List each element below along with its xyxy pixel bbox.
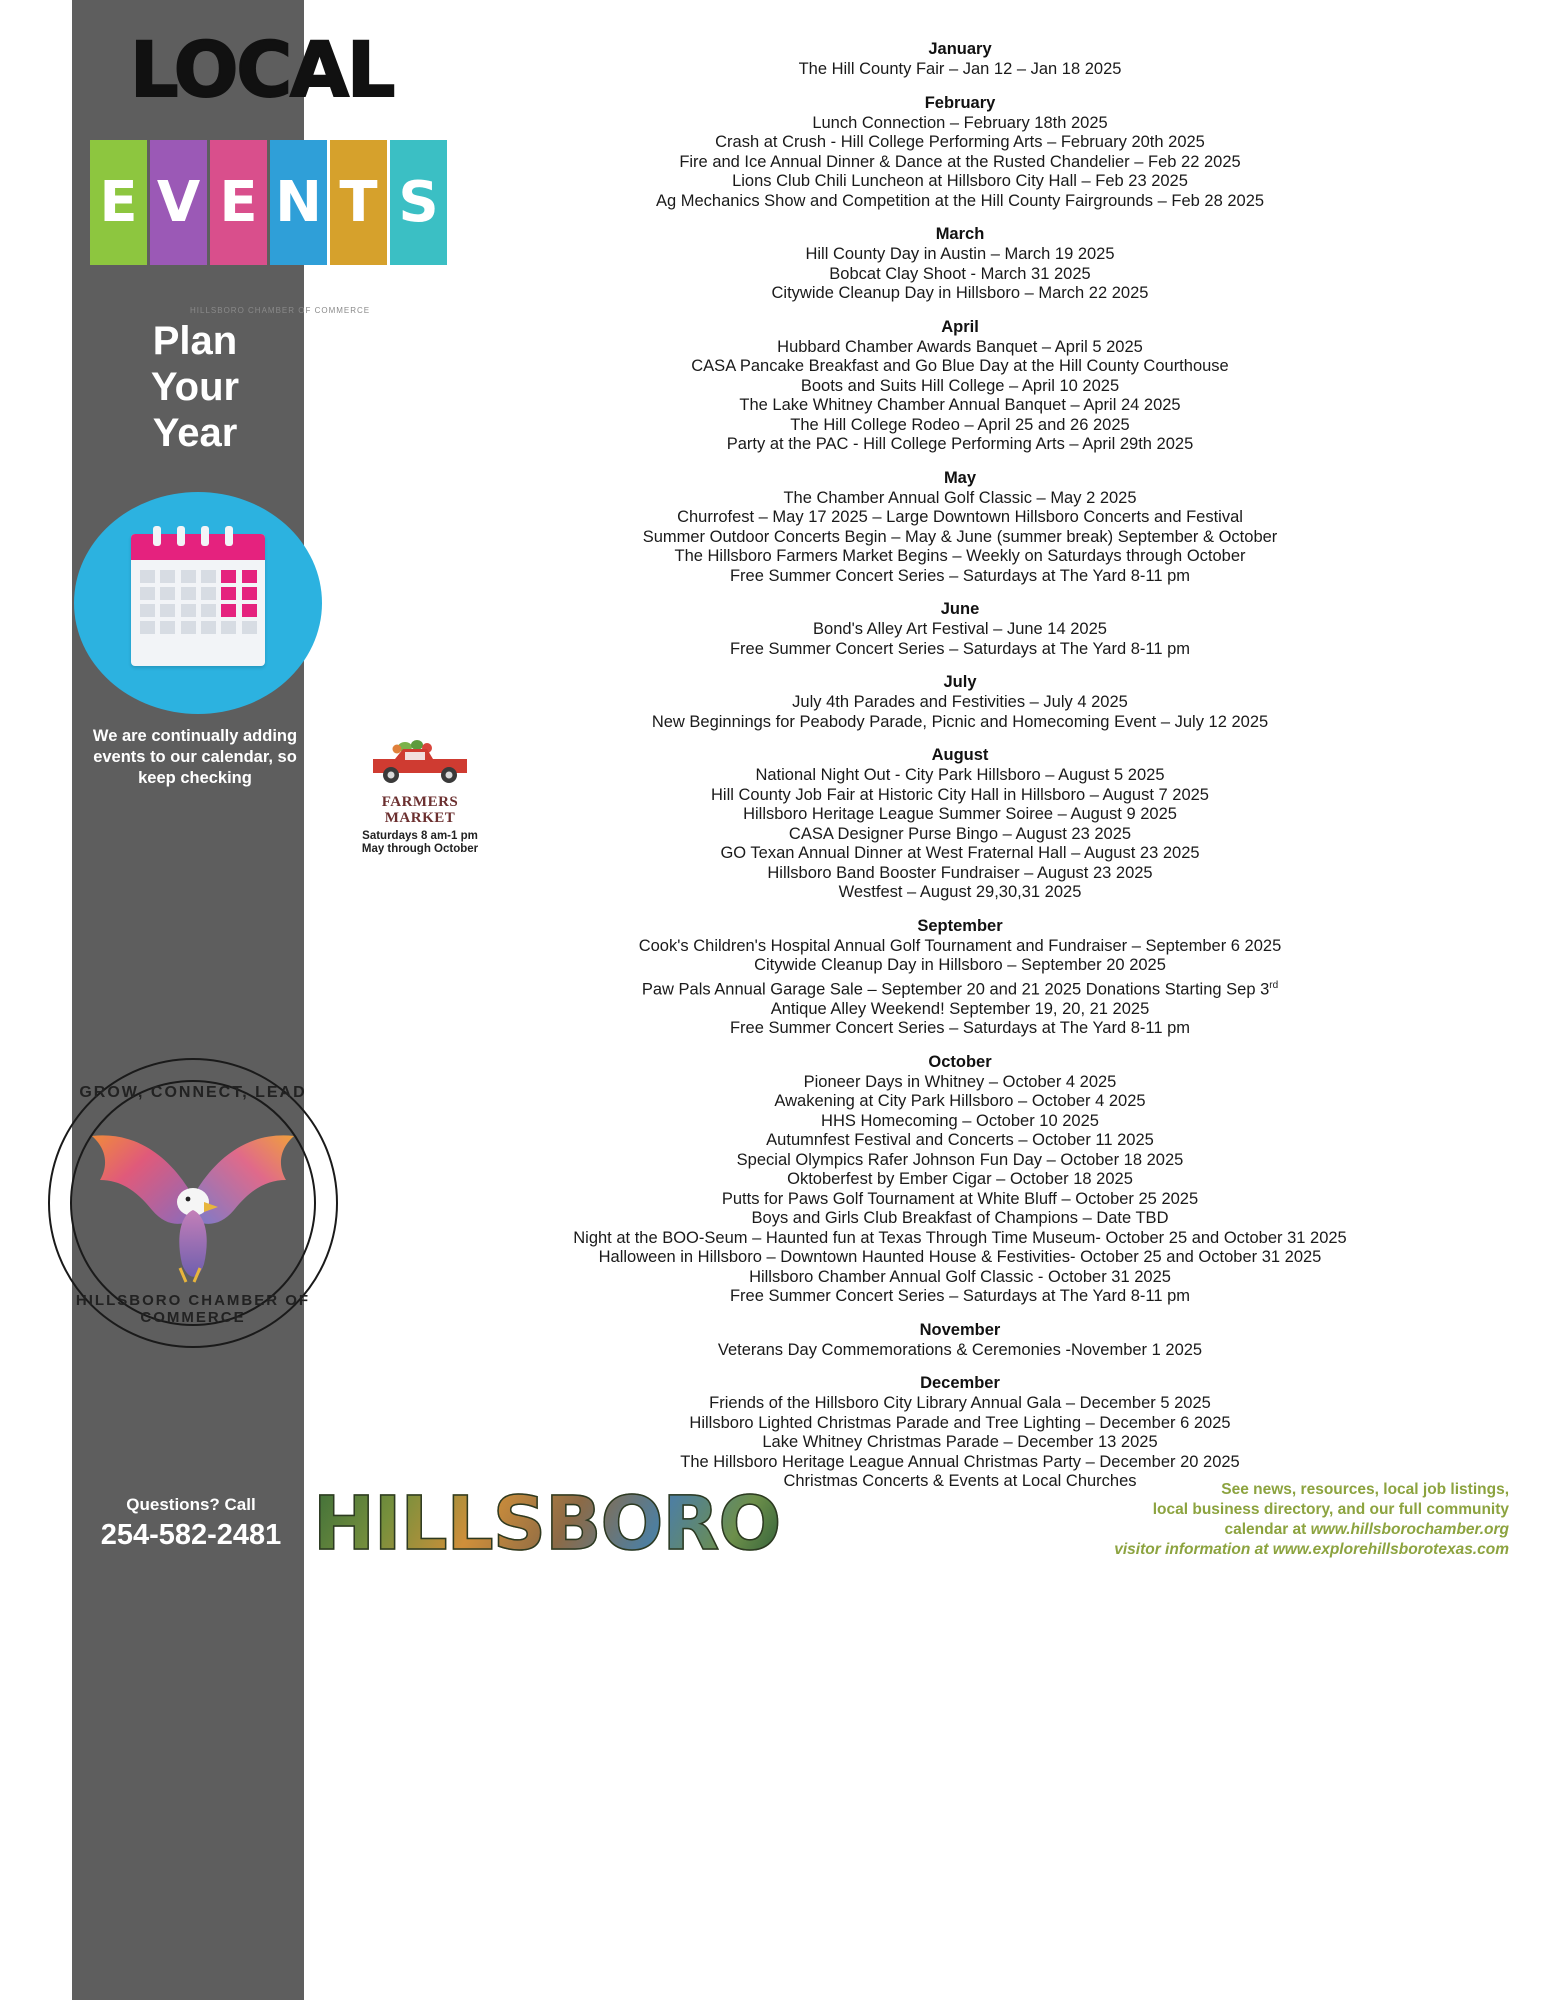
month-heading: January <box>928 40 992 58</box>
events-letter-v: V <box>150 140 207 265</box>
event-item: Hillsboro Band Booster Fundraiser – August 23 2025 <box>767 863 1153 882</box>
calendar-cell <box>181 587 196 600</box>
event-item: The Lake Whitney Chamber Annual Banquet – April 24 2025 <box>739 396 1181 414</box>
month-group <box>400 600 1520 659</box>
calendar-ring-icon-1 <box>153 526 161 546</box>
calendar-cell <box>160 621 175 634</box>
questions-phone[interactable]: 254-582-2481 <box>100 1519 282 1551</box>
events-letter-t: T <box>330 140 387 265</box>
event-item: Hill County Day in Austin – March 19 2025 <box>805 245 1115 263</box>
events-letter-e2: E <box>210 140 267 265</box>
event-item: Lions Club Chili Luncheon at Hillsboro City Hall – Feb 23 2025 <box>732 172 1188 190</box>
calendar-ring-icon-2 <box>177 526 185 546</box>
sidebar-panel-lower <box>72 1545 304 2000</box>
event-item: Free Summer Concert Series – Saturdays at The Yard 8-11 pm <box>729 1019 1191 1037</box>
month-group <box>400 1374 1520 1492</box>
footer-line-3-prefix: calendar at <box>1224 1521 1311 1538</box>
event-item: Boots and Suits Hill College – April 10 2025 <box>800 376 1120 395</box>
event-item: Night at the BOO-Seum – Haunted fun at Texas Through Time Museum- October 25 and October 31 2025 <box>573 1228 1347 1247</box>
footer-line-1: See news, resources, local job listings, <box>1221 1481 1509 1498</box>
event-item: Lunch Connection – February 18th 2025 <box>812 113 1108 132</box>
calendar-cell <box>140 587 155 600</box>
event-item: Special Olympics Rafer Johnson Fun Day – October 18 2025 <box>736 1150 1184 1169</box>
event-item: The Hillsboro Farmers Market Begins – Weekly on Saturdays through October <box>674 547 1246 565</box>
calendar-cell <box>181 621 196 634</box>
month-heading: December <box>920 1374 1000 1392</box>
footer-info-block <box>949 1480 1509 1560</box>
plan-line-1: Plan <box>152 319 238 363</box>
calendar-cell <box>242 570 257 583</box>
event-item: Boys and Girls Club Breakfast of Champions – Date TBD <box>751 1209 1169 1227</box>
month-heading: November <box>919 1320 1001 1339</box>
month-group <box>400 94 1520 212</box>
footer-line-4-prefix: visitor information at <box>1114 1541 1273 1558</box>
event-item: Christmas Concerts & Events at Local Churches <box>783 1472 1137 1490</box>
month-group <box>400 673 1520 732</box>
calendar-cell <box>181 570 196 583</box>
local-wordmark: LOCAL <box>130 25 394 114</box>
calendar-cell <box>221 621 236 634</box>
calendar-cell <box>242 587 257 600</box>
event-item: Lake Whitney Christmas Parade – December 13 2025 <box>762 1433 1158 1451</box>
calendar-cell <box>221 587 236 600</box>
event-item: Veterans Day Commemorations & Ceremonies -November 1 2025 <box>717 1340 1203 1359</box>
event-item: Free Summer Concert Series – Saturdays at The Yard 8-11 pm <box>729 566 1191 585</box>
chamber-seal-logo <box>48 1058 338 1348</box>
calendar-ring-icon-4 <box>225 526 233 546</box>
month-heading: September <box>917 916 1003 935</box>
plan-your-year-heading <box>100 318 290 456</box>
calendar-ring-icon-3 <box>201 526 209 546</box>
event-item: Citywide Cleanup Day in Hillsboro – September 20 2025 <box>754 956 1166 974</box>
event-item: Hillsboro Chamber Annual Golf Classic - October 31 2025 <box>749 1267 1171 1286</box>
farmers-market-title-line1: FARMERS <box>381 794 459 810</box>
seal-bottom-text: HILLSBORO CHAMBER OF COMMERCE <box>75 1292 311 1326</box>
month-heading: August <box>931 746 989 764</box>
event-item: Oktoberfest by Ember Cigar – October 18 2025 <box>787 1170 1133 1188</box>
eagle-icon <box>76 1118 310 1293</box>
calendar-cell <box>160 587 175 600</box>
event-item: Awakening at City Park Hillsboro – October 4 2025 <box>774 1092 1146 1110</box>
month-heading: October <box>928 1052 992 1071</box>
event-item: Autumnfest Festival and Concerts – October 11 2025 <box>766 1131 1154 1149</box>
event-item: Crash at Crush - Hill College Performing Arts – February 20th 2025 <box>715 133 1205 151</box>
event-item: Churrofest – May 17 2025 – Large Downtown Hillsboro Concerts and Festival <box>677 508 1243 526</box>
events-letter-n: N <box>270 140 327 265</box>
event-item: Putts for Paws Golf Tournament at White Bluff – October 25 2025 <box>721 1189 1199 1208</box>
event-item: Friends of the Hillsboro City Library Annual Gala – December 5 2025 <box>709 1394 1211 1412</box>
month-group <box>400 746 1520 903</box>
events-letter-s: S <box>390 140 447 265</box>
event-item: Bond's Alley Art Festival – June 14 2025 <box>813 620 1107 638</box>
chamber-website-link[interactable]: www.hillsborochamber.org <box>1310 1521 1509 1538</box>
event-item: GO Texan Annual Dinner at West Fraternal Hall – August 23 2025 <box>720 844 1200 862</box>
calendar-cell <box>221 604 236 617</box>
plan-line-2: Your <box>150 365 240 409</box>
month-group <box>400 1321 1520 1361</box>
event-item: CASA Designer Purse Bingo – August 23 2025 <box>788 824 1132 843</box>
month-group <box>400 40 1520 80</box>
event-item: Summer Outdoor Concerts Begin – May & June (summer break) September & October <box>642 527 1278 546</box>
event-item: Hill County Job Fair at Historic City Hall in Hillsboro – August 7 2025 <box>711 785 1209 804</box>
footer-line-3 <box>949 1520 1509 1540</box>
farmers-market-title-line2: MARKET <box>384 810 456 826</box>
sidebar-note: We are continually adding events to our calendar, so keep checking <box>92 727 298 787</box>
event-item: Westfest – August 29,30,31 2025 <box>838 883 1082 901</box>
calendar-cell <box>242 621 257 634</box>
calendar-cell <box>242 604 257 617</box>
event-item: The Chamber Annual Golf Classic – May 2 2025 <box>783 488 1137 507</box>
month-heading: June <box>940 600 980 618</box>
event-item: Cook's Children's Hospital Annual Golf Tournament and Fundraiser – September 6 2025 <box>638 936 1282 955</box>
event-item: Fire and Ice Annual Dinner & Dance at the Rusted Chandelier – Feb 22 2025 <box>679 152 1241 171</box>
event-item: Citywide Cleanup Day in Hillsboro – March 22 2025 <box>771 284 1149 302</box>
event-item: Hubbard Chamber Awards Banquet – April 5 2025 <box>777 337 1143 356</box>
chamber-tiny-tagline: HILLSBORO CHAMBER OF COMMERCE <box>190 306 371 315</box>
event-item: New Beginnings for Peabody Parade, Picnic and Homecoming Event – July 12 2025 <box>651 712 1269 731</box>
calendar-cell <box>181 604 196 617</box>
event-item: The Hill County Fair – Jan 12 – Jan 18 2025 <box>798 60 1122 78</box>
month-heading: May <box>943 468 977 487</box>
hillsboro-wordmark: HILLSBORO <box>313 1481 781 1567</box>
event-item: Ag Mechanics Show and Competition at the Hill County Fairgrounds – Feb 28 2025 <box>655 191 1265 210</box>
event-item: HHS Homecoming – October 10 2025 <box>821 1111 1099 1130</box>
month-group <box>400 318 1520 455</box>
calendar-cell <box>140 570 155 583</box>
questions-block <box>86 1495 296 1552</box>
event-item: National Night Out - City Park Hillsboro – August 5 2025 <box>755 766 1165 784</box>
event-item: Paw Pals Annual Garage Sale – September 20 and 21 2025 Donations Starting Sep 3rd <box>641 979 1279 998</box>
month-group <box>400 225 1520 304</box>
month-group <box>400 917 1520 1039</box>
event-item: Pioneer Days in Whitney – October 4 2025 <box>803 1072 1117 1091</box>
month-heading: March <box>935 225 985 243</box>
explore-website-link[interactable]: www.explorehillsborotexas.com <box>1272 1541 1509 1558</box>
footer-line-2: local business directory, and our full community <box>1152 1501 1509 1518</box>
questions-label: Questions? Call <box>126 1495 256 1514</box>
month-heading: July <box>943 673 977 691</box>
calendar-grid <box>140 570 258 634</box>
event-item: CASA Pancake Breakfast and Go Blue Day at the Hill County Courthouse <box>691 357 1229 375</box>
seal-top-text: GROW, CONNECT, LEAD <box>79 1084 307 1101</box>
farmers-market-hours: Saturdays 8 am-1 pm <box>362 830 478 842</box>
event-item: Halloween in Hillsboro – Downtown Haunted House & Festivities- October 25 and October 31 2025 <box>598 1248 1322 1266</box>
month-heading: February <box>924 93 996 112</box>
calendar-cell <box>140 621 155 634</box>
event-item: Free Summer Concert Series – Saturdays at The Yard 8-11 pm <box>729 639 1191 658</box>
plan-line-3: Year <box>152 411 238 455</box>
calendar-cell <box>160 604 175 617</box>
footer-line-4 <box>949 1540 1509 1560</box>
event-item: July 4th Parades and Festivities – July 4 2025 <box>792 693 1128 711</box>
event-item: The Hill College Rodeo – April 25 and 26 2025 <box>790 415 1130 434</box>
events-wordmark <box>90 140 447 265</box>
calendar-cell <box>201 587 216 600</box>
event-item: Bobcat Clay Shoot - March 31 2025 <box>829 264 1091 283</box>
month-group <box>400 469 1520 587</box>
event-item: Party at the PAC - Hill College Performing Arts – April 29th 2025 <box>726 435 1194 453</box>
event-item: Hillsboro Lighted Christmas Parade and Tree Lighting – December 6 2025 <box>689 1413 1231 1432</box>
event-item: The Hillsboro Heritage League Annual Christmas Party – December 20 2025 <box>680 1452 1240 1471</box>
calendar-cell <box>160 570 175 583</box>
events-letter-e1: E <box>90 140 147 265</box>
calendar-cell <box>201 604 216 617</box>
calendar-cell <box>221 570 236 583</box>
events-calendar-list <box>400 40 1520 1506</box>
month-heading: April <box>941 317 979 336</box>
event-item: Hillsboro Heritage League Summer Soiree – August 9 2025 <box>743 805 1177 823</box>
calendar-cell <box>201 570 216 583</box>
calendar-cell <box>201 621 216 634</box>
farmers-market-season: May through October <box>361 843 479 855</box>
month-group <box>400 1053 1520 1307</box>
event-item: Antique Alley Weekend! September 19, 20, 21 2025 <box>770 999 1150 1018</box>
calendar-cell <box>140 604 155 617</box>
calendar-icon-header <box>131 534 265 560</box>
event-item: Free Summer Concert Series – Saturdays at The Yard 8-11 pm <box>729 1287 1191 1305</box>
